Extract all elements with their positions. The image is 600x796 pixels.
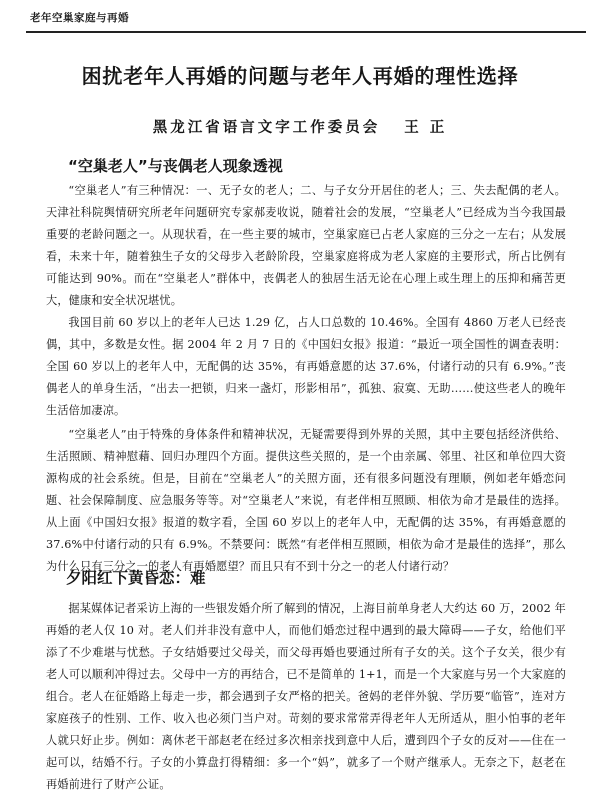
paragraph: “空巢老人”由于特殊的身体条件和精神状况，无疑需要得到外界的关照，其中主要包括经济供给、生活照顾、精神慰藉、回归办理四个方面。提供这些关照的，是一个由亲属、邻里、社区和单位四大资源构成的社会系统。但是，目前在“空巢老人”的关照方面，还有很多问题没有理顺，例如老年婚恋问题、社会保障制度、应急服务等等。对“空巢老人”来说，有老伴相互照顾、相依为命才是最佳的选择。从上面《中国妇女报》报道的数字看，全国 60 岁以上的老年人中，无配偶的达 35%，有再婚意愿的 37.6%中付诸行动的只有 6.9%。不禁要问：既然“有老伴相互照顾，相依为命才是最佳的选择”，那么为什么只有三分之一的老人有再婚愿望？而且只有不到十分之一的老人付诸行动？ bbox=[46, 428, 566, 573]
author-name: 王 正 bbox=[404, 119, 448, 136]
paragraph: 我国目前 60 岁以上的老年人已达 1.29 亿，占人口总数的 10.46%。全国有 4860 万老人已经丧偶，其中，多数是女性。据 2004 年 2 月 7 日的《中国妇女报》报道：“最近一项全国性的调查表明：全国 60 岁以上的老年人中，无配偶的达 35%，有再婚意愿的达 37.6%，付诸行动的只有 6.9%。”丧偶老人的单身生活，“出去一把锁，归来一盏灯，形影相吊”，孤独、寂寞、无助……使这些老人的晚年生活倍加凄凉。 bbox=[46, 316, 566, 417]
section-heading-twilight-love: 夕阳红下黄昏恋：难 bbox=[66, 569, 206, 587]
running-title: 老年空巢家庭与再婚 bbox=[30, 12, 129, 24]
author-organization: 黑龙江省语言文字工作委员会 bbox=[152, 119, 381, 136]
author-line bbox=[0, 116, 600, 137]
section-heading-empty-nest: “空巢老人”与丧偶老人现象透视 bbox=[68, 157, 283, 175]
paragraph: “空巢老人”有三种情况：一、无子女的老人；二、与子女分开居住的老人；三、失去配偶的老人。天津社科院舆情研究所老年问题研究专家郝麦收说，随着社会的发展，“空巢老人”已经成为当今我国最重要的老龄问题之一。从现状看，在一些主要的城市，空巢家庭已占老人家庭的三分之一左右；从发展看，未来十年，随着独生子女的父母步入老龄阶段，空巢家庭将成为老人家庭的主要形式，所占比例有可能达到 90%。而在“空巢老人”群体中，丧偶老人的独居生活无论在心理上或生理上的压抑和痛苦更大，健康和安全状况堪忧。 bbox=[46, 184, 566, 307]
running-header bbox=[26, 9, 586, 33]
paragraph: 据某媒体记者采访上海的一些银发婚介所了解到的情况，上海目前单身老人大约达 60 万，2002 年再婚的老人仅 10 对。老人们并非没有意中人，而他们婚恋过程中遇到的最大障碍——子女，给他们平添了不少难堪与忧愁。子女结婚要过父母关，而父母再婚也要通过所有子女的关。这个子女关，很少有老人可以顺利冲得过去。父母中一方的再结合，已不是简单的 1+1，而是一个大家庭与另一个大家庭的组合。老人在征婚路上每走一步，都会遇到子女严格的把关。爸妈的老伴外貌、学历要“临管”，连对方家庭孩子的性别、工作、收入也必须门当户对。苛刻的要求常常弄得老年人无所适从，胆小怕事的老年人就只好止步。例如：离休老干部赵老在经过多次相亲找到意中人后，遭到四个子女的反对——住在一起可以，结婚不行。子女的小算盘打得精细：多一个“妈”，就多了一个财产继承人。无奈之下，赵老在再婚前进行了财产公证。 bbox=[46, 602, 566, 791]
article-title: 困扰老年人再婚的问题与老年人再婚的理性选择 bbox=[81, 64, 519, 88]
